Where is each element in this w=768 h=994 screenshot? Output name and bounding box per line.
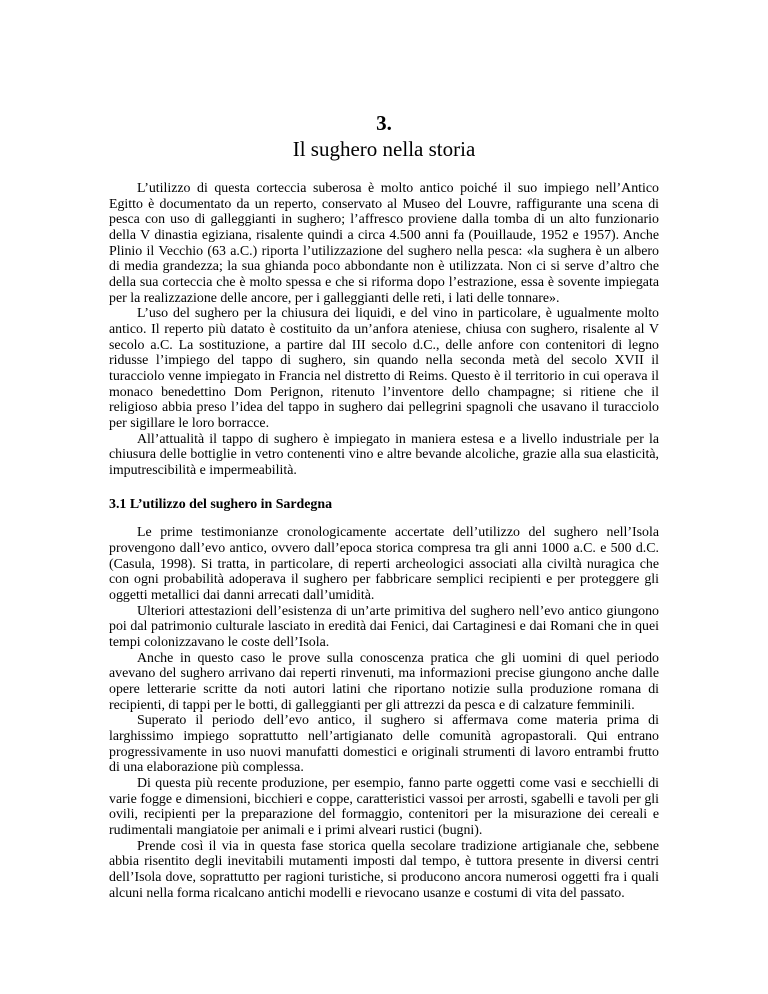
intro-paragraph: L’utilizzo di questa corteccia suberosa è molto antico poiché il suo impiego nell’Antico Egitto è documentato da un reperto, conservato al Museo del Louvre, raffigurante una scena di pesca con uso di galleggianti in sughero; l’affresco proviene dalla tomba di un alto funzionario della V dinastia egiziana, risalente quindi a circa 4.500 anni fa (Pouillaude, 1952 e 1957). Anche Plinio il Vecchio (63 a.C.) riporta l’utilizzazione del sughero nella pesca: «la sughera è un albero di media grandezza; la sua ghianda poco abbondante non è utilizzata. Non ci si serve d’altro che della sua corteccia che è molto spessa e che si riforma dopo l’estrazione, essa è sovente impiegata per la realizzazione delle ancore, per i galleggianti delle reti, i lati delle tonnare». [109, 181, 659, 306]
section-paragraph: Prende così il via in questa fase storica quella secolare tradizione artigianale che, sebbene abbia risentito degli inevitabili mutamenti imposti dal tempo, è tuttora presente in diversi centri dell’Isola dove, soprattutto per ragioni turistiche, si producono ancora numerosi oggetti fra i quali alcuni nella forma ricalcano antichi modelli e rievocano usanze e costumi di vita del passato. [109, 838, 659, 901]
section-heading: 3.1 L’utilizzo del sughero in Sardegna [109, 497, 333, 513]
document-page [109, 110, 659, 901]
section-paragraph: Le prime testimonianze cronologicamente accertate dell’utilizzo del sughero nell’Isola provengono dall’evo antico, ovvero dall’epoca storica compresa tra gli anni 1000 a.C. e 500 d.C. (Casula, 1998). Si tratta, in particolare, di reperti archeologici associati alla civiltà nuragica che con ogni probabilità adoperava il sughero per fabbricare semplici recipienti e per proteggere gli oggetti metallici dai danni arrecati dall’umidità. [109, 525, 659, 604]
chapter-title: Il sughero nella storia [292, 137, 476, 161]
intro-paragraph: All’attualità il tappo di sughero è impiegato in maniera estesa e a livello industriale per la chiusura delle bottiglie in vetro contenenti vino e altre bevande alcoliche, grazie alla sua elasticità, imputrescibilità e impermeabilità. [109, 431, 659, 478]
intro-paragraph: L’uso del sughero per la chiusura dei liquidi, e del vino in particolare, è ugualmente molto antico. Il reperto più datato è costituito da un’anfora ateniese, chiusa con sughero, risalente al V secolo a.C. La sostituzione, a partire dal III secolo d.C., delle anfore con contenitori di legno ridusse l’impiego del tappo di sughero, sin quando nella seconda metà del secolo XVII il turacciolo venne impiegato in Francia nel distretto di Reims. Questo è il territorio in cui operava il monaco benedettino Dom Perignon, ritenuto l’inventore dello champagne; si ritiene che il religioso abbia preso l’idea del tappo in sughero dai pellegrini spagnoli che usavano il turacciolo per sigillare le loro borracce. [109, 306, 659, 431]
section-paragraph: Anche in questo caso le prove sulla conoscenza pratica che gli uomini di quel periodo avevano del sughero arrivano dai reperti rinvenuti, ma informazioni precise giungono anche dalle opere letterarie scritte da noti autori latini che riportano notizie sulla produzione romana di recipienti, di tappi per le botti, di galleggianti per gli attrezzi da pesca e di calzature femminili. [109, 650, 659, 713]
chapter-number: 3. [376, 111, 392, 135]
section-paragraph: Ulteriori attestazioni dell’esistenza di un’arte primitiva del sughero nell’evo antico giungono poi dal patrimonio culturale lasciato in eredità dai Fenici, dai Cartaginesi e dai Romani che in quei tempi colonizzavano le coste dell’Isola. [109, 603, 659, 651]
section-paragraph: Di questa più recente produzione, per esempio, fanno parte oggetti come vasi e secchielli di varie fogge e dimensioni, bicchieri e coppe, caratteristici vassoi per arrosti, sgabelli e tavoli per gli ovili, recipienti per la preparazione del formaggio, contenitori per la misurazione dei cereali e rudimentali mangiatoie per animali e i primi alveari rustici (bugni). [109, 775, 659, 838]
section-paragraph: Superato il periodo dell’evo antico, il sughero si affermava come materia prima di larghissimo impiego soprattutto nell’artigianato delle comunità agropastorali. Qui entrano progressivamente in uso nuovi manufatti domestici e originali strumenti di lavoro entrambi frutto di una elaborazione più complessa. [109, 713, 659, 776]
